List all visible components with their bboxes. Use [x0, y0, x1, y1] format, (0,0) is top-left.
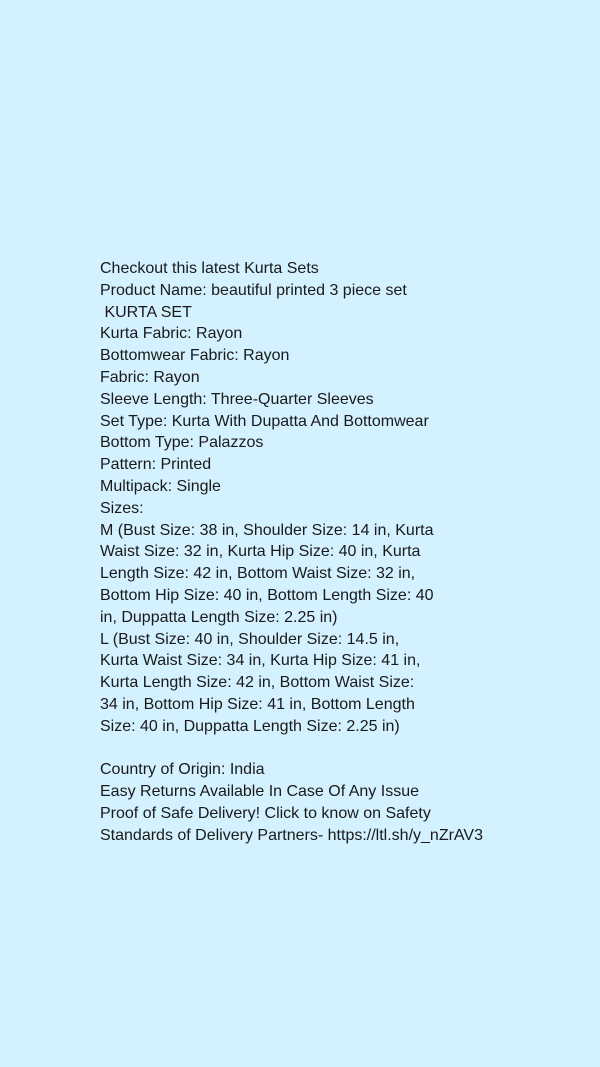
size-m-line-4: Bottom Hip Size: 40 in, Bottom Length Size: 40 — [100, 586, 434, 604]
size-l-line-4: 34 in, Bottom Hip Size: 41 in, Bottom Length — [100, 695, 415, 713]
kurta-fabric-line: Kurta Fabric: Rayon — [100, 325, 243, 343]
multipack-line: Multipack: Single — [100, 477, 221, 495]
size-m-line-5: in, Duppatta Length Size: 2.25 in) — [100, 608, 338, 626]
size-m-line-2: Waist Size: 32 in, Kurta Hip Size: 40 in, Kurta — [100, 543, 421, 561]
bottom-type-line: Bottom Type: Palazzos — [100, 434, 264, 452]
pattern-line: Pattern: Printed — [100, 456, 212, 474]
sizes-heading: Sizes: — [100, 499, 144, 517]
bottomwear-fabric-line: Bottomwear Fabric: Rayon — [100, 347, 290, 365]
country-of-origin-line: Country of Origin: India — [100, 761, 265, 779]
product-name-continuation: KURTA SET — [100, 303, 192, 321]
fabric-line: Fabric: Rayon — [100, 368, 200, 386]
set-type-line: Set Type: Kurta With Dupatta And Bottomwear — [100, 412, 429, 430]
size-l-line-2: Kurta Waist Size: 34 in, Kurta Hip Size: 41 in, — [100, 652, 421, 670]
size-l-line-3: Kurta Length Size: 42 in, Bottom Waist Size: — [100, 674, 415, 692]
product-description — [100, 258, 520, 847]
size-l-line-1: L (Bust Size: 40 in, Shoulder Size: 14.5 in, — [100, 630, 400, 648]
product-name-line: Product Name: beautiful printed 3 piece set — [100, 281, 407, 299]
sleeve-length-line: Sleeve Length: Three-Quarter Sleeves — [100, 390, 374, 408]
size-m-line-3: Length Size: 42 in, Bottom Waist Size: 32 in, — [100, 565, 416, 583]
safe-delivery-line: Proof of Safe Delivery! Click to know on Safety — [100, 804, 431, 822]
size-m-line-1: M (Bust Size: 38 in, Shoulder Size: 14 in, Kurta — [100, 521, 434, 539]
size-l-line-5: Size: 40 in, Duppatta Length Size: 2.25 in) — [100, 717, 400, 735]
easy-returns-line: Easy Returns Available In Case Of Any Issue — [100, 783, 419, 801]
headline: Checkout this latest Kurta Sets — [100, 260, 319, 277]
delivery-partners-link-line[interactable]: Standards of Delivery Partners- https://ltl.sh/y_nZrAV3 — [100, 826, 483, 844]
blank-line — [100, 738, 520, 760]
